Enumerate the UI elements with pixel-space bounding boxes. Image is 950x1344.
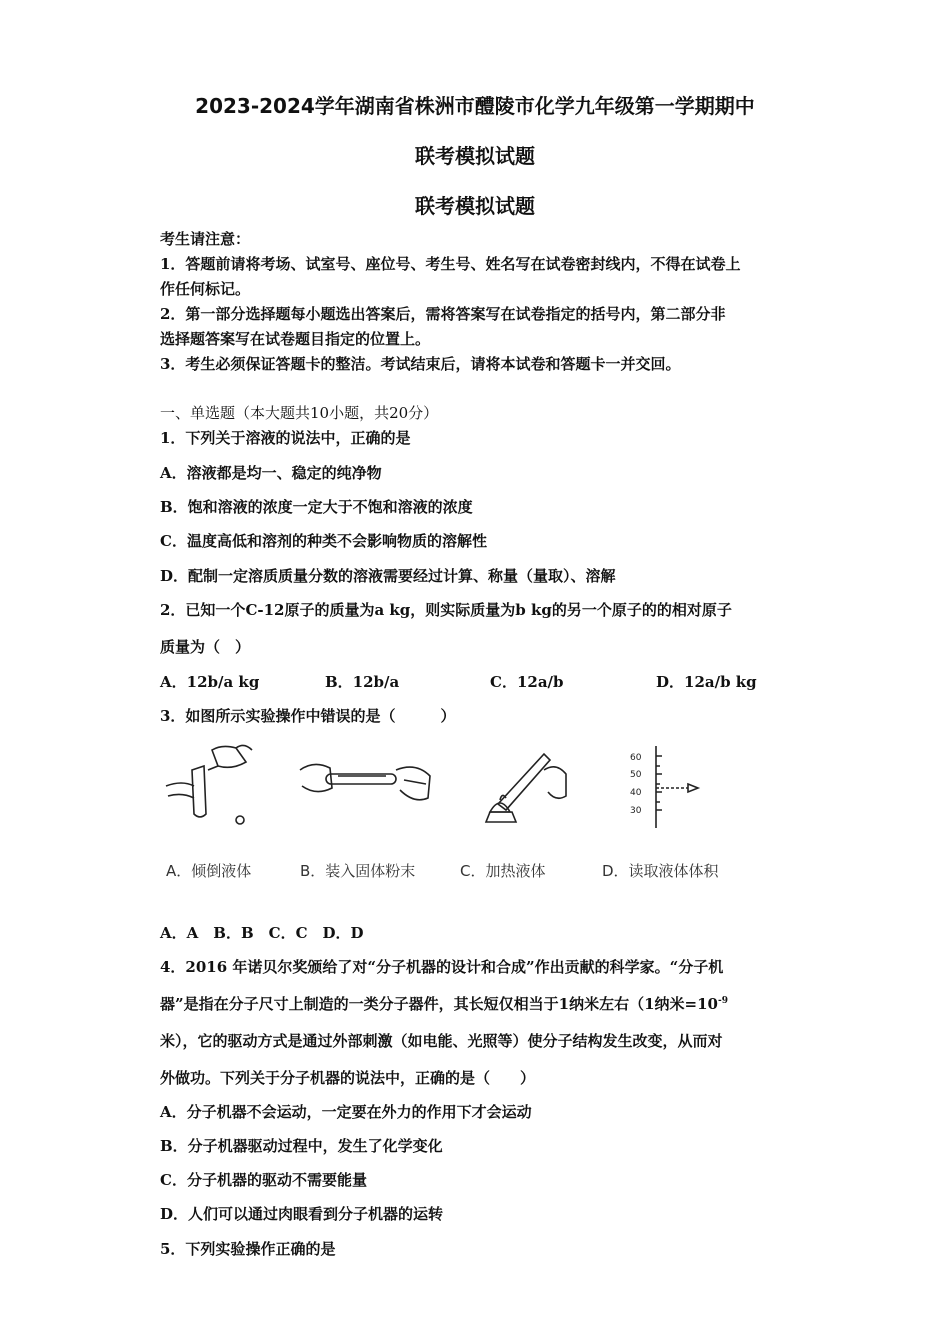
- cylinder-tick-50: 50: [630, 770, 642, 780]
- q4-option-b: B．分子机器驱动过程中，发生了化学变化: [160, 1137, 443, 1155]
- notice-item-1: 1．答题前请将考场、试室号、座位号、考生号、姓名写在试卷密封线内，不得在试卷上: [160, 255, 741, 273]
- figure-caption-d: D．读取液体体积: [602, 862, 719, 880]
- notice-item-3: 3．考生必须保证答题卡的整洁。考试结束后，请将本试卷和答题卡一并交回。: [160, 355, 681, 373]
- heating-liquid-figure: [470, 740, 580, 830]
- figure-caption-b: B．装入固体粉末: [300, 862, 416, 880]
- exam-title-line3: 联考模拟试题: [415, 194, 535, 218]
- q2-stem: 2．已知一个C-12原子的质量为a kg，则实际质量为b kg的另一个原子的的相对原子: [160, 601, 732, 619]
- q4-option-c: C．分子机器的驱动不需要能量: [160, 1171, 367, 1189]
- q2-option-d: D．12a/b kg: [656, 673, 757, 691]
- q4-option-d: D．人们可以通过肉眼看到分子机器的运转: [160, 1205, 444, 1223]
- q2-option-c: C．12a/b: [490, 673, 564, 691]
- cylinder-tick-60: 60: [630, 753, 642, 763]
- q3-stem: 3．如图所示实验操作中错误的是（ ）: [160, 707, 456, 725]
- exam-title-line1: 2023-2024学年湖南省株洲市醴陵市化学九年级第一学期期中: [195, 94, 755, 118]
- figure-caption-c: C．加热液体: [460, 862, 546, 880]
- notice-item-2: 2．第一部分选择题每小题选出答案后，需将答案写在试卷指定的括号内，第二部分非: [160, 305, 726, 323]
- q4-stem-line1: 4．2016 年诺贝尔奖颁给了对“分子机器的设计和合成”作出贡献的科学家。“分子机: [160, 958, 724, 976]
- q4-option-a: A．分子机器不会运动，一定要在外力的作用下才会运动: [160, 1103, 532, 1121]
- q4-stem-line2: [160, 993, 728, 1014]
- section-heading: 一、单选题（本大题共10小题，共20分）: [160, 404, 439, 422]
- loading-powder-figure: [296, 740, 436, 830]
- q1-option-d: D．配制一定溶质质量分数的溶液需要经过计算、称量（量取）、溶解: [160, 567, 616, 585]
- q1-option-c: C．温度高低和溶剂的种类不会影响物质的溶解性: [160, 532, 487, 550]
- q1-stem: 1．下列关于溶液的说法中，正确的是: [160, 429, 411, 447]
- q1-option-a: A．溶液都是均一、稳定的纯净物: [160, 464, 382, 482]
- cylinder-tick-40: 40: [630, 788, 642, 798]
- notice-item-1-cont: 作任何标记。: [160, 280, 251, 298]
- notice-heading: 考生请注意：: [160, 230, 251, 248]
- q2-option-a: A．12b/a kg: [160, 673, 260, 691]
- q1-option-b: B．饱和溶液的浓度一定大于不饱和溶液的浓度: [160, 498, 473, 516]
- q4-exponent: -9: [717, 996, 728, 1006]
- q2-option-b: B．12b/a: [325, 673, 400, 691]
- notice-item-2-cont: 选择题答案写在试卷题目指定的位置上。: [160, 330, 431, 348]
- q4-stem-line3: 米），它的驱动方式是通过外部刺激（如电能、光照等）使分子结构发生改变，从而对: [160, 1032, 723, 1050]
- q4-stem-line2-text: 器”是指在分子尺寸上制造的一类分子器件，其长短仅相当于1纳米左右（1纳米=10: [160, 995, 718, 1013]
- q4-stem-line4: 外做功。下列关于分子机器的说法中，正确的是（ ）: [160, 1069, 536, 1087]
- cylinder-tick-30: 30: [630, 806, 642, 816]
- exam-title-line2: 联考模拟试题: [415, 144, 535, 168]
- pouring-liquid-figure: [162, 740, 262, 830]
- q3-answer-options: A．A B．B C．C D．D: [160, 924, 364, 942]
- figure-caption-a: A．倾倒液体: [166, 862, 252, 880]
- q2-stem-cont: 质量为（ ）: [160, 638, 251, 656]
- q5-stem: 5．下列实验操作正确的是: [160, 1240, 336, 1258]
- graduated-cylinder-figure: [626, 740, 716, 830]
